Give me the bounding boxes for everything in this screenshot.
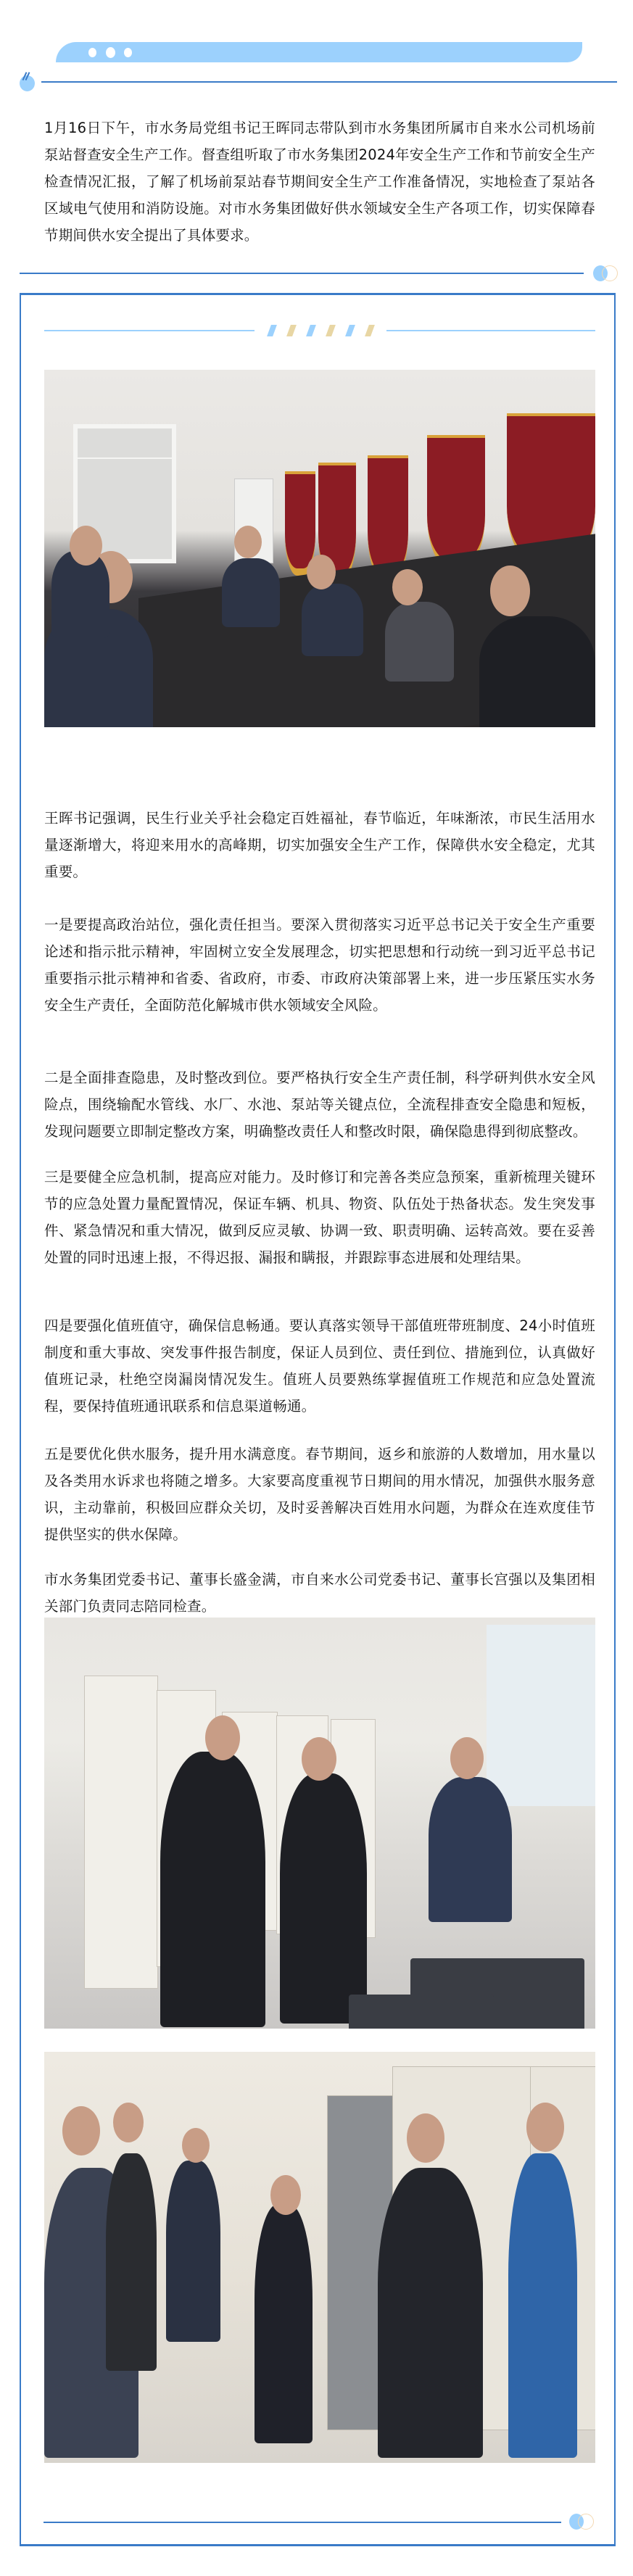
dot-icon [124, 48, 132, 57]
paragraph-point-3: 三是要健全应急机制，提高应对能力。及时修订和完善各类应急预案，重新梳理关键环节的应急处置力量配置情况，保证车辆、机具、物资、队伍处于热备状态。发生突发事件、紧急情况和重大情况，做到反应灵敏、协调一致、职责明确、运转高效。要在妥善处置的同时迅速上报，不得迟报、漏报和瞒报，并跟踪事态进展和处理结果。 [44, 1169, 595, 1266]
photo-equipment-room [44, 2052, 595, 2463]
intro-paragraph: 1月16日下午，市水务局党组书记王晖同志带队到市水务集团所属市自来水公司机场前泵站督查安全生产工作。督查组听取了市水务集团2024年安全生产工作和节前安全生产检查情况汇报，了解了机场前泵站春节期间安全生产工作准备情况，实地检查了泵站各区域电气使用和消防设施。对市水务集团做好供水领域安全生产各项工作，切实保障春节期间供水安全提出了具体要求。 [44, 120, 595, 244]
paragraph-point-1: 一是要提高政治站位，强化责任担当。要深入贯彻落实习近平总书记关于安全生产重要论述和指示批示精神，牢固树立安全发展理念，切实把思想和行动统一到习近平总书记重要指示批示精神和省委、省政府，市委、市政府决策部署上来，进一步压紧压实水务安全生产责任，全面防范化解城市供水领域安全风险。 [44, 916, 595, 1014]
divider [44, 2522, 561, 2523]
photo-control-room [44, 1618, 595, 2029]
photo-meeting-room [44, 370, 595, 727]
twin-circles-icon [569, 2514, 595, 2530]
stripe-divider [44, 323, 595, 338]
paragraph-point-4: 四是要强化值班值守，确保信息畅通。要认真落实领导干部值班带班制度、24小时值班制度和重大事故、突发事件报告制度，保证人员到位、责任到位、措施到位，认真做好值班记录，杜绝空岗漏岗情况发生。值班人员要熟练掌握值班工作规范和应急处置流程，要保持值班通讯联系和信息渠道畅通。 [44, 1317, 595, 1415]
paragraph-emphasis: 王晖书记强调，民生行业关乎社会稳定百姓福祉，春节临近，年味渐浓，市民生活用水量逐渐增大，将迎来用水的高峰期，切实加强安全生产工作，保障供水安全稳定，尤其重要。 [44, 810, 595, 880]
dot-icon [88, 48, 96, 57]
paragraph-attendees: 市水务集团党委书记、董事长盛金满，市自来水公司党委书记、董事长宫强以及集团相关部门负责同志陪同检查。 [44, 1571, 595, 1615]
divider [41, 81, 617, 83]
twin-circles-icon [593, 265, 619, 281]
dot-icon [106, 47, 115, 58]
paragraph-point-2: 二是全面排查隐患，及时整改到位。要严格执行安全生产责任制，科学研判供水安全风险点，围绕输配水管线、水厂、水池、泵站等关键点位，全流程排查安全隐患和短板，发现问题要立即制定整改方案，明确整改责任人和整改时限，确保隐患得到彻底整改。 [44, 1069, 595, 1140]
paragraph-point-5: 五是要优化供水服务，提升用水满意度。春节期间，返乡和旅游的人数增加，用水量以及各类用水诉求也将随之增多。大家要高度重视节日期间的用水情况，加强供水服务意识，主动靠前，积极回应群众关切，及时妥善解决百姓用水问题，为群众在连欢度佳节提供坚实的供水保障。 [44, 1446, 595, 1543]
header-decoration-bar [56, 42, 582, 62]
divider [20, 273, 584, 274]
water-drop-icon [20, 75, 35, 91]
